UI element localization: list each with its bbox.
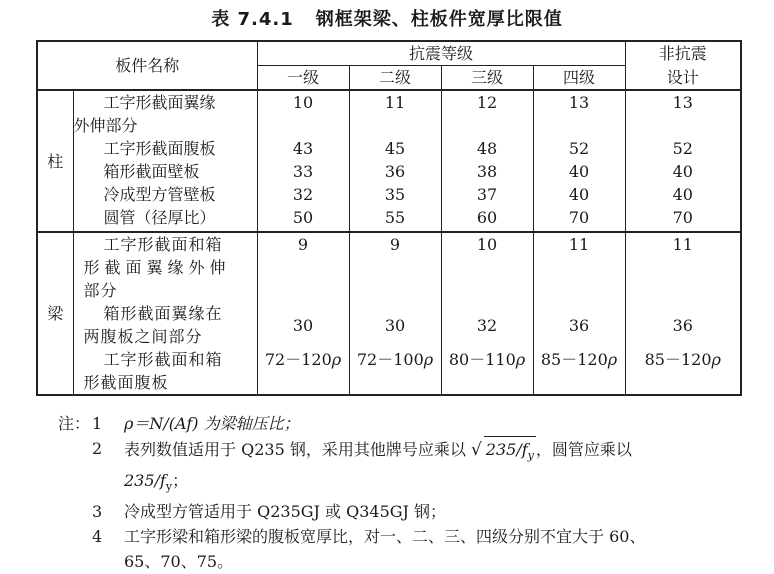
table-row (37, 137, 741, 160)
header-nonseismic-line2: 设计 (625, 66, 741, 91)
cell-value: 72－100ρ (349, 348, 441, 395)
table-caption: 钢框架梁、柱板件宽厚比限值 (315, 9, 563, 30)
table-row (37, 206, 741, 232)
cell-value: 30 (349, 302, 441, 348)
note-item: 2 表列数值适用于 Q235 钢，采用其他牌号应乘以 √ $235/f_y$ ，圆管应乘以 $235/f_y$； (58, 436, 758, 499)
cell-value: 52 (533, 137, 625, 160)
note-text: 235/f (124, 471, 166, 491)
cell-value: 36 (625, 302, 741, 348)
group-label-beam: 梁 (37, 232, 73, 395)
note-text: 冷成型方管适用于 Q235GJ 或 Q345GJ 钢； (124, 502, 447, 522)
row-name: 箱形截面壁板 (73, 160, 257, 183)
note-text: ； (172, 471, 189, 491)
cell-value: 11 (533, 232, 625, 302)
cell-value: 48 (441, 137, 533, 160)
cell-value: 60 (441, 206, 533, 232)
header-grade-3: 三级 (441, 66, 533, 91)
cell-value: 12 (441, 90, 533, 137)
header-grade-1: 一级 (257, 66, 349, 91)
cell-value: 10 (441, 232, 533, 302)
header-grade-2: 二级 (349, 66, 441, 91)
row-name: 工字形截面和箱 形截面翼缘外伸 部分 (73, 232, 257, 302)
notes-lead: 注： (58, 414, 91, 433)
group-label-column: 柱 (37, 90, 73, 232)
cell-value: 40 (533, 160, 625, 183)
cell-value: 72－120ρ (257, 348, 349, 395)
row-name: 圆管（径厚比） (73, 206, 257, 232)
cell-value: 13 (533, 90, 625, 137)
cell-value: 40 (625, 183, 741, 206)
cell-value: 85－120ρ (625, 348, 741, 395)
cell-value: 37 (441, 183, 533, 206)
header-nonseismic-line1: 非抗震 (625, 41, 741, 66)
cell-value: 10 (257, 90, 349, 137)
table-title (0, 5, 774, 31)
cell-value: 36 (533, 302, 625, 348)
cell-value: 70 (625, 206, 741, 232)
cell-value: 70 (533, 206, 625, 232)
row-name: 工字形截面翼缘 外伸部分 (73, 90, 257, 137)
cell-value: 52 (625, 137, 741, 160)
table-row (37, 183, 741, 206)
table-row (37, 302, 741, 348)
cell-value: 32 (441, 302, 533, 348)
cell-value: 35 (349, 183, 441, 206)
table-notes (58, 411, 758, 574)
note-text: 工字形梁和箱形梁的腹板宽厚比，对一、二、三、四级分别不宜大于 60、 (124, 527, 646, 547)
cell-value: 11 (349, 90, 441, 137)
cell-value: 40 (533, 183, 625, 206)
header-grade-4: 四级 (533, 66, 625, 91)
width-thickness-ratio-table (36, 40, 742, 396)
cell-value: 40 (625, 160, 741, 183)
cell-value: 9 (349, 232, 441, 302)
cell-value: 80－110ρ (441, 348, 533, 395)
cell-value: 85－120ρ (533, 348, 625, 395)
row-name: 箱形截面翼缘在 两腹板之间部分 (73, 302, 257, 348)
note-text: 65、70、75。 (124, 552, 234, 572)
note-index: 4 (92, 527, 103, 547)
table-row (37, 90, 741, 137)
row-name: 冷成型方管壁板 (73, 183, 257, 206)
note-index: 3 (92, 502, 103, 522)
note-text: ρ＝N/(Af) 为梁轴压比； (124, 414, 300, 433)
sqrt-expression: $235/f_y$ (484, 436, 536, 468)
cell-value: 30 (257, 302, 349, 348)
cell-value: 38 (441, 160, 533, 183)
cell-value: 45 (349, 137, 441, 160)
note-item (58, 499, 758, 524)
cell-value: 9 (257, 232, 349, 302)
table-number: 表 7.4.1 (211, 9, 294, 30)
cell-value: 32 (257, 183, 349, 206)
cell-value: 50 (257, 206, 349, 232)
sqrt-sign: √ (470, 440, 482, 460)
note-item (58, 411, 758, 436)
cell-value: 43 (257, 137, 349, 160)
table-row (37, 348, 741, 395)
cell-value: 13 (625, 90, 741, 137)
cell-value: 36 (349, 160, 441, 183)
row-name: 工字形截面和箱 形截面腹板 (73, 348, 257, 395)
table-row (37, 232, 741, 302)
note-text: ，圆管应乘以 (535, 440, 632, 459)
note-text: 表列数值适用于 Q235 钢，采用其他牌号应乘以 (124, 440, 466, 459)
note-index: 2 (92, 439, 103, 458)
header-name-col: 板件名称 (115, 56, 180, 75)
cell-value: 11 (625, 232, 741, 302)
cell-value: 55 (349, 206, 441, 232)
table-row (37, 160, 741, 183)
header-seismic-group: 抗震等级 (257, 41, 625, 66)
note-item (58, 524, 758, 574)
note-index: 1 (92, 414, 103, 433)
cell-value: 33 (257, 160, 349, 183)
row-name: 工字形截面腹板 (73, 137, 257, 160)
